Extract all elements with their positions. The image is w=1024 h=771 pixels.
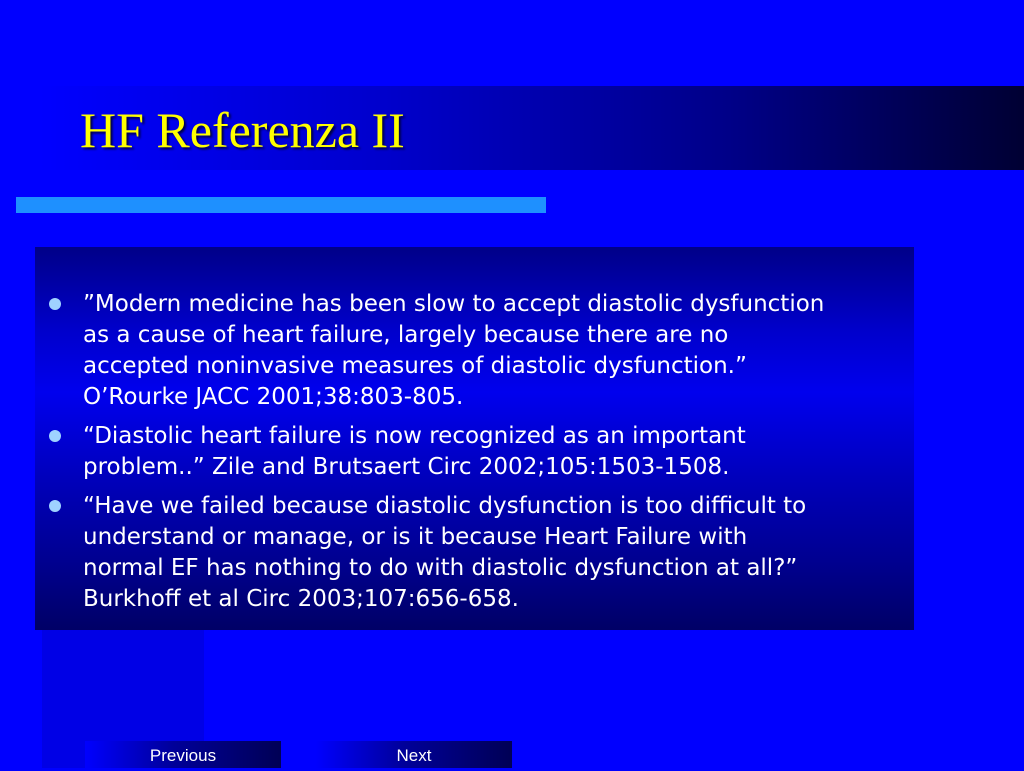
bullet-text: “Have we failed because diastolic dysfunction is too difficult to understand or manage, or is it because Heart Failure with normal EF has nothing to do with diastolic dysfunction at all?” Burkhoff et al Circ 2003;107:656-658. xyxy=(83,493,807,612)
bullet-dot-icon xyxy=(49,298,61,310)
bullet-item xyxy=(35,491,914,615)
slide-title: HF Referenza II xyxy=(80,102,405,158)
bullet-dot-icon xyxy=(49,430,61,442)
bullet-dot-icon xyxy=(49,500,61,512)
content-panel xyxy=(35,247,914,630)
bullet-item xyxy=(35,289,914,413)
bullet-item xyxy=(35,421,914,483)
bullet-text: ”Modern medicine has been slow to accept diastolic dysfunction as a cause of heart failure, largely because there are no accepted noninvasive measures of diastolic dysfunction.” O’Rourke JACC 2001;38:803-805. xyxy=(83,291,825,410)
previous-button[interactable]: Previous xyxy=(85,741,281,768)
bullet-text: “Diastolic heart failure is now recognized as an important problem..” Zile and Brutsaert Circ 2002;105:1503-1508. xyxy=(83,423,746,480)
title-underline-bar xyxy=(16,197,546,213)
next-button[interactable]: Next xyxy=(316,741,512,768)
bullet-list xyxy=(35,289,914,623)
